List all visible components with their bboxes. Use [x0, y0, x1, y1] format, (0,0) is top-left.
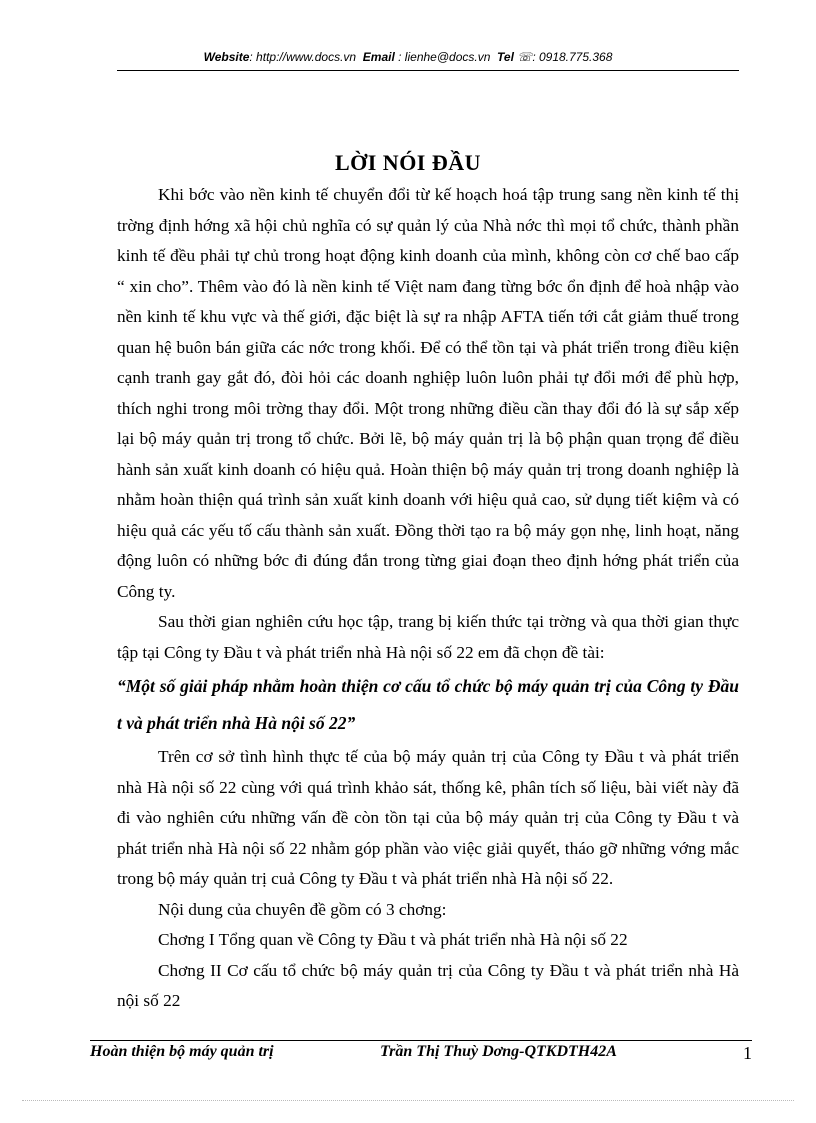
paragraph-study: Sau thời gian nghiên cứu học tập, trang bị kiến thức tại trờng và qua thời gian thực tập tại Công ty Đầu t và phát triển nhà Hà nội số 22 em đã chọn đề tài:	[117, 612, 739, 662]
document-body	[117, 180, 739, 1017]
page-bottom-dotted-line	[22, 1100, 794, 1101]
page-title: LỜI NÓI ĐẦU	[334, 150, 482, 175]
paragraph-intro: Khi bớc vào nền kinh tế chuyển đổi từ kế hoạch hoá tập trung sang nền kinh tế thị trờng định hớng xã hội chủ nghĩa có sự quản lý của Nhà nớc thì mọi tổ chức, thành phần kinh tế đều phải tự chủ trong hoạt động kinh doanh của mình, không còn cơ chế bao cấp “ xin cho”. Thêm vào đó là nền kinh tế Việt nam đang từng bớc ổn định để hoà nhập vào nền kinh tế khu vực và thế giới, đặc biệt là sự ra nhập AFTA tiến tới cắt giảm thuế trong quan hệ buôn bán giữa các nớc trong khối. Để có thể tồn tại và phát triển trong điều kiện cạnh tranh gay gắt đó, đòi hỏi các doanh nghiệp luôn luôn phải tự đổi mới để phù hợp, thích nghi trong môi trờng thay đổi. Một trong những điều cần thay đổi đó là sự sắp xếp lại bộ máy quản trị trong tổ chức. Bởi lẽ, bộ máy quản trị là bộ phận quan trọng để điều hành sản xuất kinh doanh có hiệu quả. Hoàn thiện bộ máy quản trị trong doanh nghiệp là nhằm hoàn thiện quá trình sản xuất kinh doanh với hiệu quả cao, sử dụng tiết kiệm và có hiệu quả các yếu tố cấu thành sản xuất. Đồng thời tạo ra bộ máy gọn nhẹ, linh hoạt, năng động luôn có những bớc đi đúng đắn trong từng giai đoạn theo định hớng phát triển của Công ty.	[117, 185, 739, 601]
topic-title: “Một số giải pháp nhằm hoàn thiện cơ cấu tổ chức bộ máy quản trị của Công ty Đầu t và phát triển nhà Hà nội số 22”	[117, 676, 739, 733]
website-label: Website	[203, 50, 250, 64]
tel-label: Tel	[497, 50, 514, 64]
page-number: 1	[743, 1043, 752, 1063]
chapter-1: Chơng I Tổng quan về Công ty Đầu t và phát triển nhà Hà nội số 22	[158, 930, 628, 949]
paragraph-basis: Trên cơ sở tình hình thực tế của bộ máy quản trị của Công ty Đầu t và phát triển nhà Hà nội số 22 cùng với quá trình khảo sát, thống kê, phân tích số liệu, bài viết này đã đi vào nghiên cứu những vấn đề còn tồn tại của bộ máy quản trị của Công ty Đầu t và phát triển nhà Hà nội số 22 nhằm góp phần vào việc giải quyết, tháo gỡ những vớng mắc trong bộ máy quản trị cuả Công ty Đầu t và phát triển nhà Hà nội số 22.	[117, 747, 739, 888]
paragraph-content: Nội dung của chuyên đề gồm có 3 chơng:	[158, 899, 447, 919]
tel-value: : 0918.775.368	[532, 50, 613, 64]
email-label: Email	[362, 50, 395, 64]
page-footer	[90, 1043, 752, 1067]
footer-left: Hoàn thiện bộ máy quản trị	[90, 1043, 274, 1060]
header-rule	[117, 70, 739, 71]
website-value: : http://www.docs.vn	[249, 50, 357, 64]
footer-author: Trần Thị Thuỳ Dơng-QTKDTH42A	[380, 1043, 617, 1060]
footer-rule	[90, 1040, 752, 1041]
phone-icon: ☏	[517, 50, 533, 64]
page-header	[0, 50, 816, 64]
email-value: : lienhe@docs.vn	[398, 50, 491, 64]
chapter-2: Chơng II Cơ cấu tổ chức bộ máy quản trị của Công ty Đầu t và phát triển nhà Hà nội số 22	[117, 960, 739, 1010]
